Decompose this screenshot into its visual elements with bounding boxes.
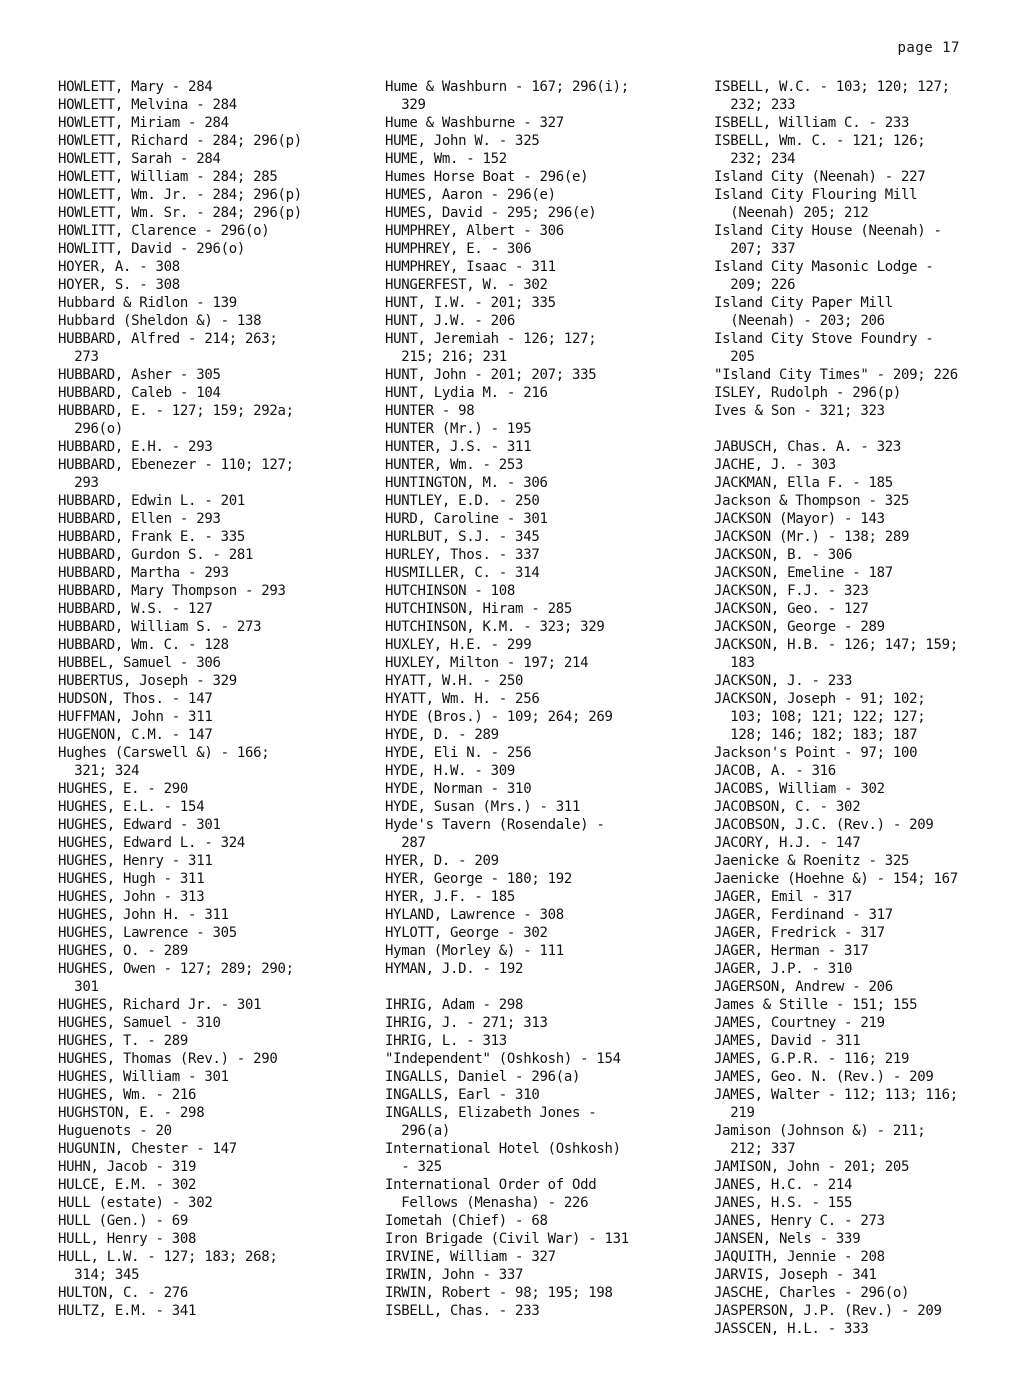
index-entry: HUGHES, Samuel - 310 — [58, 1015, 221, 1031]
index-entry: 296(o) — [58, 421, 124, 437]
index-entry: HUTCHINSON, K.M. - 323; 329 — [385, 619, 605, 635]
index-entry: HUBBARD, Alfred - 214; 263; — [58, 331, 278, 347]
index-entry: HURD, Caroline - 301 — [385, 511, 548, 527]
index-entry: IHRIG, L. - 313 — [385, 1033, 507, 1049]
index-entry: JACKSON (Mayor) - 143 — [714, 511, 885, 527]
index-entry: HUGHES, T. - 289 — [58, 1033, 189, 1049]
index-column-2 — [385, 78, 629, 1320]
index-entry: HUNT, I.W. - 201; 335 — [385, 295, 556, 311]
index-entry: "Island City Times" - 209; 226 — [714, 367, 958, 383]
index-entry: 301 — [58, 979, 99, 995]
index-entry: HYLAND, Lawrence - 308 — [385, 907, 564, 923]
index-entry: Iron Brigade (Civil War) - 131 — [385, 1231, 629, 1247]
index-entry: 128; 146; 182; 183; 187 — [714, 727, 918, 743]
index-entry: HUNGERFEST, W. - 302 — [385, 277, 548, 293]
index-entry: HUGHES, Edward L. - 324 — [58, 835, 245, 851]
index-entry: IRWIN, Robert - 98; 195; 198 — [385, 1285, 613, 1301]
page-number: page 17 — [897, 40, 960, 56]
index-entry: JACKSON (Mr.) - 138; 289 — [714, 529, 910, 545]
index-entry: 232; 233 — [714, 97, 796, 113]
index-entry: JANES, H.C. - 214 — [714, 1177, 853, 1193]
index-entry: 219 — [714, 1105, 755, 1121]
index-entry: HUBBARD, Wm. C. - 128 — [58, 637, 229, 653]
index-entry: 212; 337 — [714, 1141, 796, 1157]
index-entry: (Neenah) 205; 212 — [714, 205, 869, 221]
index-entry: HULL (estate) - 302 — [58, 1195, 213, 1211]
index-entry: Ives & Son - 321; 323 — [714, 403, 885, 419]
index-entry: Hume & Washburne - 327 — [385, 115, 564, 131]
index-entry: HUBBARD, E. - 127; 159; 292a; — [58, 403, 294, 419]
index-entry: HYDE, Eli N. - 256 — [385, 745, 532, 761]
index-entry: HYER, George - 180; 192 — [385, 871, 572, 887]
index-entry: HOYER, S. - 308 — [58, 277, 180, 293]
index-entry: IHRIG, Adam - 298 — [385, 997, 524, 1013]
index-entry: 329 — [385, 97, 426, 113]
index-entry: 232; 234 — [714, 151, 796, 167]
index-entry: HUMPHREY, Isaac - 311 — [385, 259, 556, 275]
index-entry: HUDSON, Thos. - 147 — [58, 691, 213, 707]
index-entry: HUBBARD, Edwin L. - 201 — [58, 493, 245, 509]
index-entry: HUGHES, Lawrence - 305 — [58, 925, 237, 941]
index-entry: Hume & Washburn - 167; 296(i); — [385, 79, 629, 95]
index-entry: HUMPHREY, Albert - 306 — [385, 223, 564, 239]
index-entry: HUNT, John - 201; 207; 335 — [385, 367, 597, 383]
index-entry: HUBBARD, Asher - 305 — [58, 367, 221, 383]
index-entry: HUGHES, Owen - 127; 289; 290; — [58, 961, 294, 977]
index-entry: HUGHES, E.L. - 154 — [58, 799, 205, 815]
index-entry: HUXLEY, Milton - 197; 214 — [385, 655, 589, 671]
index-entry: Hyde's Tavern (Rosendale) - — [385, 817, 605, 833]
index-entry: HOWLETT, Richard - 284; 296(p) — [58, 133, 302, 149]
index-entry: HYDE, H.W. - 309 — [385, 763, 516, 779]
index-entry: INGALLS, Elizabeth Jones - — [385, 1105, 597, 1121]
index-entry: HUNTER (Mr.) - 195 — [385, 421, 532, 437]
index-entry: JARVIS, Joseph - 341 — [714, 1267, 877, 1283]
index-entry: 314; 345 — [58, 1267, 140, 1283]
index-entry: 296(a) — [385, 1123, 451, 1139]
index-entry: JAGER, Ferdinand - 317 — [714, 907, 893, 923]
index-entry: HUMES, Aaron - 296(e) — [385, 187, 556, 203]
index-entry: HUBBARD, Frank E. - 335 — [58, 529, 245, 545]
section-gap — [714, 420, 958, 438]
index-entry: HUGHES, Richard Jr. - 301 — [58, 997, 262, 1013]
index-entry: JACKSON, H.B. - 126; 147; 159; — [714, 637, 958, 653]
index-entry: HUNT, Jeremiah - 126; 127; — [385, 331, 597, 347]
index-entry: HOWLETT, Melvina - 284 — [58, 97, 237, 113]
index-entry: HYMAN, J.D. - 192 — [385, 961, 524, 977]
index-entry: JASSCEN, H.L. - 333 — [714, 1321, 869, 1337]
index-entry: HOWLETT, Wm. Jr. - 284; 296(p) — [58, 187, 302, 203]
index-column-1 — [58, 78, 302, 1320]
index-entry: HULL, Henry - 308 — [58, 1231, 197, 1247]
index-entry: INGALLS, Earl - 310 — [385, 1087, 540, 1103]
index-entry: JASCHE, Charles - 296(o) — [714, 1285, 910, 1301]
index-entry: Jamison (Johnson &) - 211; — [714, 1123, 926, 1139]
index-entry: ISBELL, W.C. - 103; 120; 127; — [714, 79, 950, 95]
index-entry: 287 — [385, 835, 426, 851]
index-entry: ISLEY, Rudolph - 296(p) — [714, 385, 901, 401]
index-entry: HYDE, Norman - 310 — [385, 781, 532, 797]
index-entry: HURLEY, Thos. - 337 — [385, 547, 540, 563]
index-entry: 209; 226 — [714, 277, 796, 293]
index-entry: International Order of Odd — [385, 1177, 597, 1193]
index-entry: HUGHES, Edward - 301 — [58, 817, 221, 833]
index-entry: Island City Flouring Mill — [714, 187, 918, 203]
index-entry: HULTZ, E.M. - 341 — [58, 1303, 197, 1319]
index-entry: HUGHES, Thomas (Rev.) - 290 — [58, 1051, 278, 1067]
index-entry: JAMES, Walter - 112; 113; 116; — [714, 1087, 958, 1103]
index-entry: JAGER, Fredrick - 317 — [714, 925, 885, 941]
index-entry: HOWLETT, Sarah - 284 — [58, 151, 221, 167]
index-entry: JAMES, Geo. N. (Rev.) - 209 — [714, 1069, 934, 1085]
index-entry: Hyman (Morley &) - 111 — [385, 943, 564, 959]
index-entry: HUNTINGTON, M. - 306 — [385, 475, 548, 491]
index-entry: HULL (Gen.) - 69 — [58, 1213, 189, 1229]
index-entry: 273 — [58, 349, 99, 365]
index-entry: ISBELL, William C. - 233 — [714, 115, 910, 131]
index-entry: HUNTLEY, E.D. - 250 — [385, 493, 540, 509]
index-entry: HUGHES, Wm. - 216 — [58, 1087, 197, 1103]
index-entry: Huguenots - 20 — [58, 1123, 172, 1139]
index-entry: 207; 337 — [714, 241, 796, 257]
index-entry: HUGENON, C.M. - 147 — [58, 727, 213, 743]
index-entry: Hughes (Carswell &) - 166; — [58, 745, 270, 761]
index-entry: JAGER, Herman - 317 — [714, 943, 869, 959]
index-entry: HULL, L.W. - 127; 183; 268; — [58, 1249, 278, 1265]
index-entry: JANSEN, Nels - 339 — [714, 1231, 861, 1247]
index-entry: HUBBARD, Mary Thompson - 293 — [58, 583, 286, 599]
index-entry: JAMES, Courtney - 219 — [714, 1015, 885, 1031]
index-entry: JACKSON, F.J. - 323 — [714, 583, 869, 599]
index-entry: ISBELL, Wm. C. - 121; 126; — [714, 133, 926, 149]
index-entry: JABUSCH, Chas. A. - 323 — [714, 439, 901, 455]
index-entry: HYATT, W.H. - 250 — [385, 673, 524, 689]
index-entry: HUNTER, Wm. - 253 — [385, 457, 524, 473]
index-entry: HUBBARD, Caleb - 104 — [58, 385, 221, 401]
index-entry: Island City Paper Mill — [714, 295, 893, 311]
index-entry: 215; 216; 231 — [385, 349, 507, 365]
index-entry: HYLOTT, George - 302 — [385, 925, 548, 941]
index-entry: HUNT, Lydia M. - 216 — [385, 385, 548, 401]
index-entry: IRVINE, William - 327 — [385, 1249, 556, 1265]
index-entry: 103; 108; 121; 122; 127; — [714, 709, 926, 725]
index-entry: Humes Horse Boat - 296(e) — [385, 169, 589, 185]
index-entry: HUME, John W. - 325 — [385, 133, 540, 149]
index-entry: JAQUITH, Jennie - 208 — [714, 1249, 885, 1265]
index-entry: HUGHES, Hugh - 311 — [58, 871, 205, 887]
index-entry: HUGHES, William - 301 — [58, 1069, 229, 1085]
index-entry: 321; 324 — [58, 763, 140, 779]
index-entry: HUNT, J.W. - 206 — [385, 313, 516, 329]
index-entry: Iometah (Chief) - 68 — [385, 1213, 548, 1229]
index-entry: Hubbard & Ridlon - 139 — [58, 295, 237, 311]
index-entry: JACKSON, J. - 233 — [714, 673, 853, 689]
index-entry: Island City Masonic Lodge - — [714, 259, 934, 275]
index-entry: JACHE, J. - 303 — [714, 457, 836, 473]
index-entry: JAGERSON, Andrew - 206 — [714, 979, 893, 995]
index-entry: JASPERSON, J.P. (Rev.) - 209 — [714, 1303, 942, 1319]
index-entry: HUNTER - 98 — [385, 403, 475, 419]
index-entry: HYDE (Bros.) - 109; 264; 269 — [385, 709, 613, 725]
index-entry: HUBBARD, E.H. - 293 — [58, 439, 213, 455]
index-entry: JACKSON, Joseph - 91; 102; — [714, 691, 926, 707]
index-entry: HYATT, Wm. H. - 256 — [385, 691, 540, 707]
index-entry: 183 — [714, 655, 755, 671]
index-entry: (Neenah) - 203; 206 — [714, 313, 885, 329]
index-entry: HUBBEL, Samuel - 306 — [58, 655, 221, 671]
index-entry: HUGHES, E. - 290 — [58, 781, 189, 797]
index-entry: HOYER, A. - 308 — [58, 259, 180, 275]
index-entry: HOWLETT, Wm. Sr. - 284; 296(p) — [58, 205, 302, 221]
index-entry: JANES, H.S. - 155 — [714, 1195, 853, 1211]
index-entry: HUBBARD, Ellen - 293 — [58, 511, 221, 527]
index-entry: Hubbard (Sheldon &) - 138 — [58, 313, 262, 329]
index-entry: Island City (Neenah) - 227 — [714, 169, 926, 185]
index-entry: HUBBARD, Martha - 293 — [58, 565, 229, 581]
index-entry: Fellows (Menasha) - 226 — [385, 1195, 589, 1211]
section-gap — [385, 978, 629, 996]
index-entry: HUBBARD, Gurdon S. - 281 — [58, 547, 254, 563]
index-entry: HUTCHINSON - 108 — [385, 583, 516, 599]
index-entry: Jackson & Thompson - 325 — [714, 493, 910, 509]
index-entry: HUGHSTON, E. - 298 — [58, 1105, 205, 1121]
index-entry: HUSMILLER, C. - 314 — [385, 565, 540, 581]
index-entry: HOWLETT, Mary - 284 — [58, 79, 213, 95]
index-entry: HYDE, D. - 289 — [385, 727, 499, 743]
index-entry: Island City House (Neenah) - — [714, 223, 942, 239]
index-entry: HOWLITT, Clarence - 296(o) — [58, 223, 270, 239]
index-entry: JAMISON, John - 201; 205 — [714, 1159, 910, 1175]
index-entry: HUMES, David - 295; 296(e) — [385, 205, 597, 221]
index-entry: HUGHES, Henry - 311 — [58, 853, 213, 869]
index-entry: HUFFMAN, John - 311 — [58, 709, 213, 725]
index-entry: JACOBSON, C. - 302 — [714, 799, 861, 815]
index-entry: JACKSON, Geo. - 127 — [714, 601, 869, 617]
index-entry: HOWLITT, David - 296(o) — [58, 241, 245, 257]
index-entry: JACKSON, George - 289 — [714, 619, 885, 635]
index-entry: HUBBARD, Ebenezer - 110; 127; — [58, 457, 294, 473]
index-entry: HURLBUT, S.J. - 345 — [385, 529, 540, 545]
index-entry: - 325 — [385, 1159, 442, 1175]
index-entry: International Hotel (Oshkosh) — [385, 1141, 621, 1157]
index-entry: HULTON, C. - 276 — [58, 1285, 189, 1301]
index-entry: JACKSON, B. - 306 — [714, 547, 853, 563]
index-entry: HOWLETT, Miriam - 284 — [58, 115, 229, 131]
index-entry: HUGHES, John - 313 — [58, 889, 205, 905]
index-entry: JACORY, H.J. - 147 — [714, 835, 861, 851]
index-entry: "Independent" (Oshkosh) - 154 — [385, 1051, 621, 1067]
index-column-3 — [714, 78, 958, 1338]
index-entry: JAGER, Emil - 317 — [714, 889, 853, 905]
index-entry: HOWLETT, William - 284; 285 — [58, 169, 278, 185]
index-entry: JACOB, A. - 316 — [714, 763, 836, 779]
index-entry: JAGER, J.P. - 310 — [714, 961, 853, 977]
index-entry: HUGHES, O. - 289 — [58, 943, 189, 959]
index-entry: Jaenicke (Hoehne &) - 154; 167 — [714, 871, 958, 887]
index-entry: Island City Stove Foundry - — [714, 331, 934, 347]
index-entry: HULCE, E.M. - 302 — [58, 1177, 197, 1193]
index-entry: JAMES, G.P.R. - 116; 219 — [714, 1051, 910, 1067]
index-entry: Jaenicke & Roenitz - 325 — [714, 853, 910, 869]
index-entry: HYER, J.F. - 185 — [385, 889, 516, 905]
index-entry: IRWIN, John - 337 — [385, 1267, 524, 1283]
index-entry: JACOBSON, J.C. (Rev.) - 209 — [714, 817, 934, 833]
index-entry: IHRIG, J. - 271; 313 — [385, 1015, 548, 1031]
index-entry: HUBBARD, W.S. - 127 — [58, 601, 213, 617]
index-entry: HUGHES, John H. - 311 — [58, 907, 229, 923]
index-entry: James & Stille - 151; 155 — [714, 997, 918, 1013]
index-entry: 293 — [58, 475, 99, 491]
index-entry: HUNTER, J.S. - 311 — [385, 439, 532, 455]
index-entry: JAMES, David - 311 — [714, 1033, 861, 1049]
index-entry: JACKSON, Emeline - 187 — [714, 565, 893, 581]
index-entry: HYDE, Susan (Mrs.) - 311 — [385, 799, 581, 815]
index-entry: JACKMAN, Ella F. - 185 — [714, 475, 893, 491]
index-entry: 205 — [714, 349, 755, 365]
index-entry: HUHN, Jacob - 319 — [58, 1159, 197, 1175]
index-entry: HUBERTUS, Joseph - 329 — [58, 673, 237, 689]
index-entry: Jackson's Point - 97; 100 — [714, 745, 918, 761]
index-entry: HUMPHREY, E. - 306 — [385, 241, 532, 257]
index-entry: INGALLS, Daniel - 296(a) — [385, 1069, 581, 1085]
index-entry: HUXLEY, H.E. - 299 — [385, 637, 532, 653]
index-entry: HUME, Wm. - 152 — [385, 151, 507, 167]
index-entry: JANES, Henry C. - 273 — [714, 1213, 885, 1229]
index-entry: HYER, D. - 209 — [385, 853, 499, 869]
index-entry: ISBELL, Chas. - 233 — [385, 1303, 540, 1319]
index-entry: HUBBARD, William S. - 273 — [58, 619, 262, 635]
index-entry: JACOBS, William - 302 — [714, 781, 885, 797]
index-entry: HUTCHINSON, Hiram - 285 — [385, 601, 572, 617]
index-entry: HUGUNIN, Chester - 147 — [58, 1141, 237, 1157]
